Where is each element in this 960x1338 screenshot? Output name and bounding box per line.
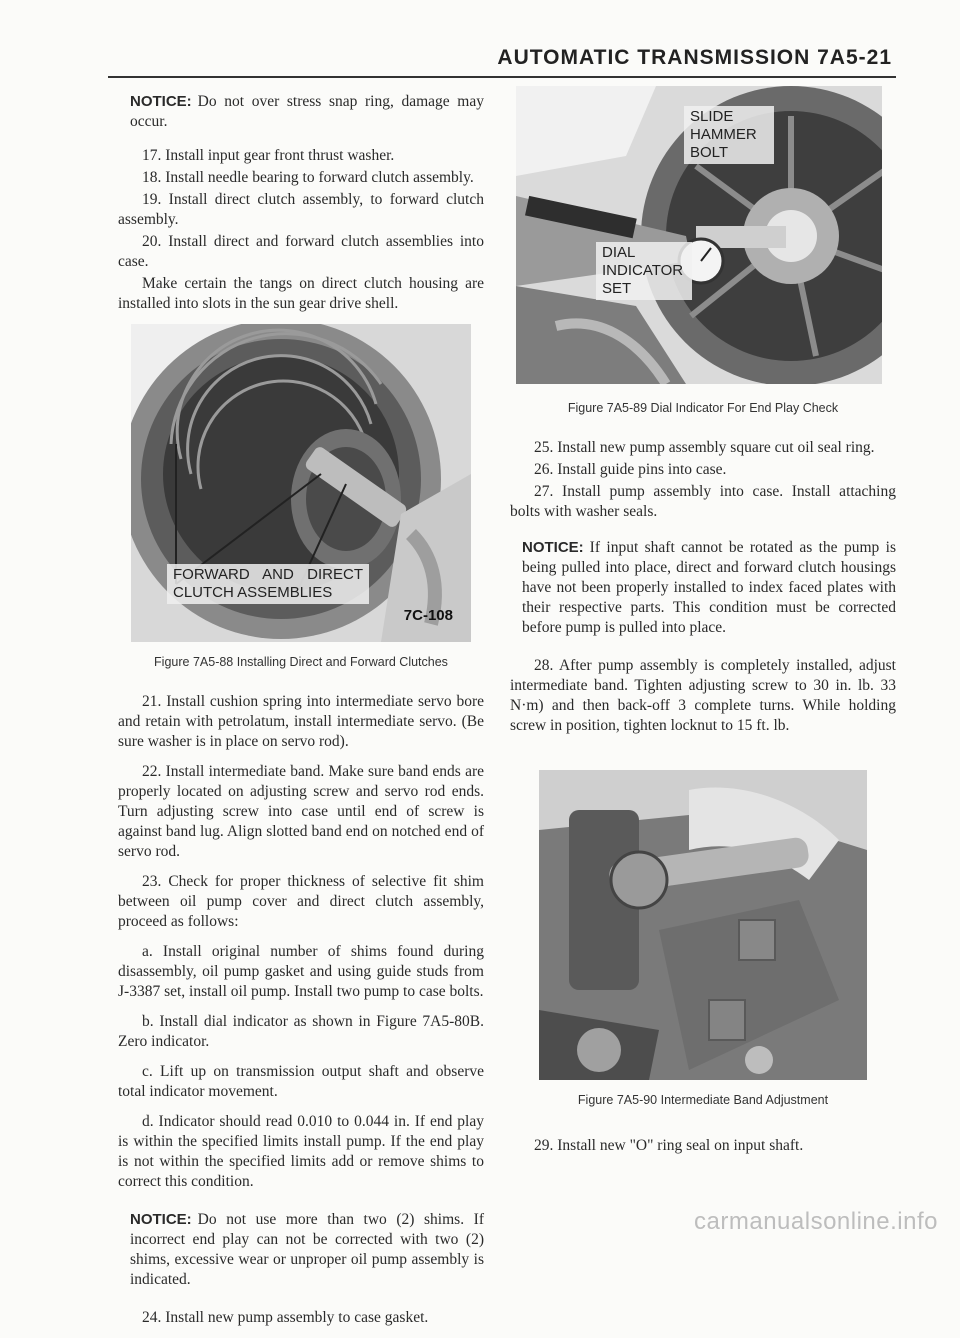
notice-shims <box>118 1210 484 1290</box>
step-23d: d. Indicator should read 0.010 to 0.044 in. If end play is within the specified limits install pump. If the end play is not within the specified limits add or remove shims to correct this condition. <box>118 1113 484 1190</box>
dial-indicator-callout: DIAL INDICATOR SET <box>596 242 692 300</box>
figure-7a5-90 <box>539 770 867 1080</box>
step-17: 17. Install input gear front thrust washer. <box>142 147 395 164</box>
notice-snap-ring <box>118 92 484 132</box>
step-23b: b. Install dial indicator as shown in Figure 7A5-80B. Zero indicator. <box>118 1013 484 1050</box>
page-header <box>108 44 896 78</box>
step-18: 18. Install needle bearing to forward clutch assembly. <box>142 169 474 186</box>
step-29: 29. Install new "O" ring seal on input shaft. <box>534 1137 804 1154</box>
figure-caption-90: Figure 7A5-90 Intermediate Band Adjustment <box>577 1093 829 1107</box>
step-26: 26. Install guide pins into case. <box>534 461 727 478</box>
notice-text: Do not use more than two (2) shims. If incorrect end play can not be corrected with two (2) shims, excessive wear or unproper oil pump assembly is indicated. <box>130 1211 484 1288</box>
page-title: AUTOMATIC TRANSMISSION 7A5-21 <box>497 46 892 69</box>
step-28: 28. After pump assembly is completely installed, adjust intermediate band. Tighten adjusting screw to 30 in. lb. 33 N·m) and then back-off 3 complete turns. While holding screw in position, tighten locknut to 15 ft. lb. <box>510 657 896 734</box>
step-27: 27. Install pump assembly into case. Install attaching bolts with washer seals. <box>510 483 896 520</box>
step-21: 21. Install cushion spring into intermediate servo bore and retain with petrolatum, install intermediate servo. (Be sure washer is in place on servo rod). <box>118 693 484 750</box>
figure-caption-88: Figure 7A5-88 Installing Direct and Forward Clutches <box>154 655 448 669</box>
step-19: 19. Install direct clutch assembly, to forward clutch assembly. <box>118 191 484 228</box>
step-25: 25. Install new pump assembly square cut oil seal ring. <box>534 439 875 456</box>
notice-text: If input shaft cannot be rotated as the pump is being pulled into place, direct and forward clutch housings have not been properly installed to index faced plates with their respective parts. This condition must be corrected before pump is pulled into place. <box>522 539 896 636</box>
notice-label: NOTICE: <box>130 1211 192 1228</box>
step-23c: c. Lift up on transmission output shaft and observe total indicator movement. <box>118 1063 484 1100</box>
figure-7a5-89 <box>516 86 882 384</box>
right-column <box>510 86 896 1166</box>
site-watermark: carmanualsonline.info <box>694 1208 938 1235</box>
figure-code: 7C-108 <box>403 607 453 624</box>
figure-caption-89: Figure 7A5-89 Dial Indicator For End Play Check <box>567 401 839 415</box>
notice-label: NOTICE: <box>522 539 584 556</box>
tang-instruction: Make certain the tangs on direct clutch housing are installed into slots in the sun gear drive shell. <box>118 275 484 312</box>
figure-7a5-88 <box>131 324 471 642</box>
step-24: 24. Install new pump assembly to case gasket. <box>142 1309 429 1326</box>
clutch-callout: FORWARD AND DIRECT CLUTCH ASSEMBLIES <box>167 564 369 604</box>
notice-label: NOTICE: <box>130 93 192 110</box>
band-adjustment-photo <box>539 770 867 1080</box>
notice-input-shaft <box>510 538 896 638</box>
step-23: 23. Check for proper thickness of selective fit shim between oil pump cover and direct clutch assembly, proceed as follows: <box>118 873 484 930</box>
notice-text: Do not over stress snap ring, damage may occur. <box>130 93 484 130</box>
step-23a: a. Install original number of shims found during disassembly, oil pump gasket and using guide studs from J-3387 set, install oil pump. Install two pump to case bolts. <box>118 943 484 1000</box>
left-column <box>118 92 484 1338</box>
step-22: 22. Install intermediate band. Make sure band ends are properly located on adjusting screw and servo rod ends. Turn adjusting screw into case until end of screw is against band lug. Align slotted band end on notched end of servo rod. <box>118 763 484 860</box>
step-20: 20. Install direct and forward clutch assemblies into case. <box>118 233 484 270</box>
slide-hammer-callout: SLIDE HAMMER BOLT <box>684 106 774 164</box>
